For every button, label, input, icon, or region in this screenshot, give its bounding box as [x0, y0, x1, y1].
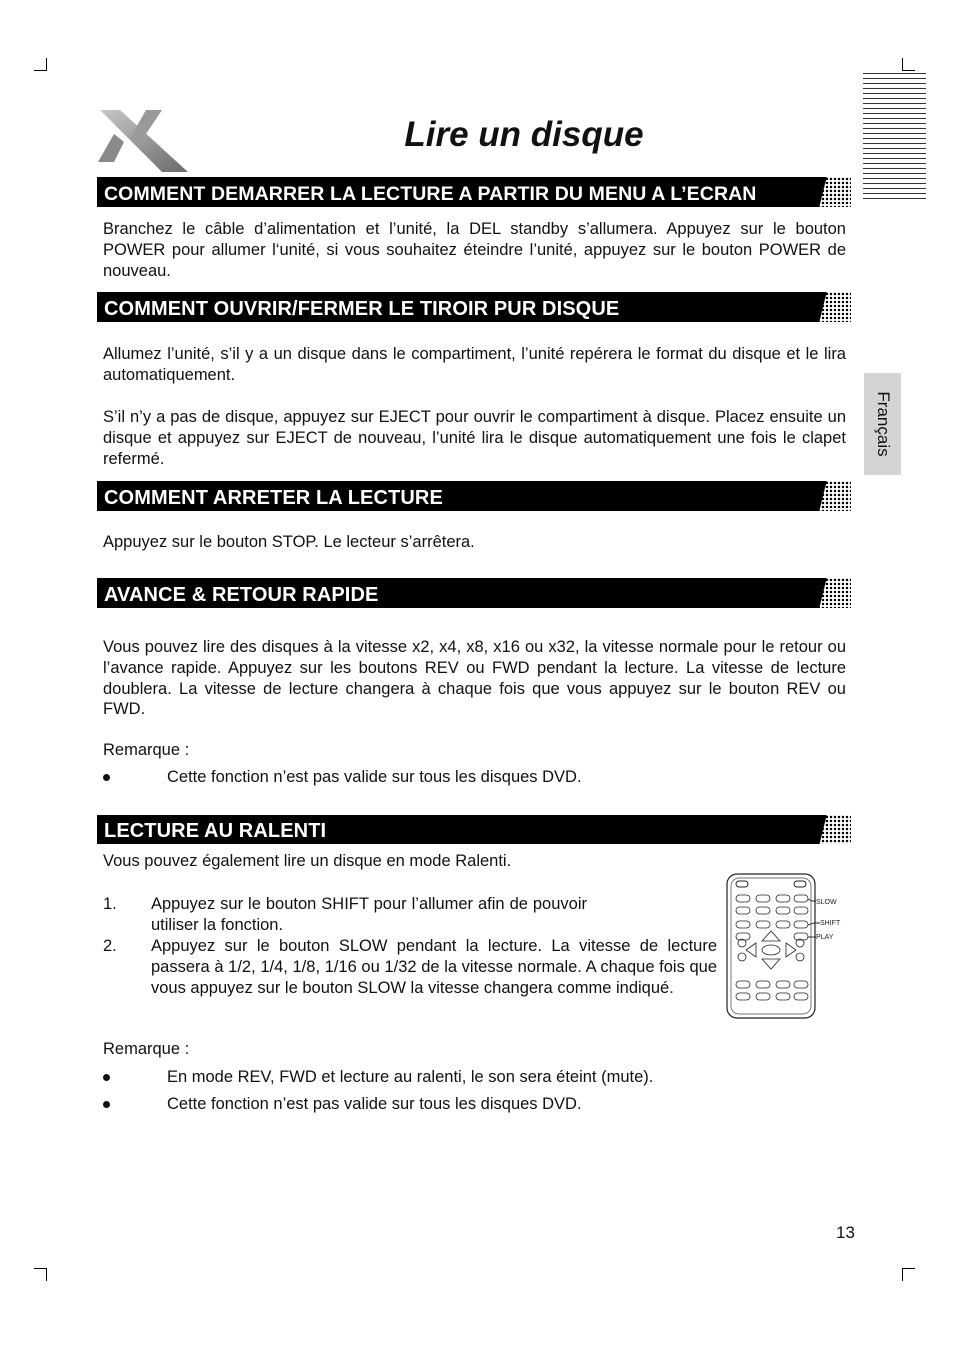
- crop-mark-bottom-right: [902, 1268, 915, 1281]
- page-number: 13: [836, 1223, 855, 1242]
- callout-play: PLAY: [816, 934, 834, 941]
- crop-mark-bottom-left: [34, 1268, 47, 1281]
- heading-dots-decoration: [817, 578, 851, 608]
- paragraph: Appuyez sur le bouton STOP. Le lecteur s’arrêtera.: [103, 533, 475, 551]
- paragraph: S’il n’y a pas de disque, appuyez sur EJECT pour ouvrir le compartiment à disque. Placez ensuite un disque et appuyez sur EJECT de nouveau, l’unité lira le disque automatiquement une fois le clapet refermé.: [103, 408, 846, 468]
- page-title: Lire un disque: [404, 115, 644, 154]
- language-tab: [864, 373, 901, 475]
- callout-slow: SLOW: [816, 899, 837, 906]
- paragraph: Branchez le câble d’alimentation et l’unité, la DEL standby s’allumera. Appuyez sur le bouton POWER pour allumer l‘unité, si vous souhaitez éteindre l’unité, appuyez sur le bouton POWER de nouveau.: [103, 220, 846, 280]
- bullet-dot-icon: [103, 1074, 110, 1081]
- heading-dots-decoration: [817, 292, 851, 322]
- section-heading-avance: AVANCE & RETOUR RAPIDE: [97, 578, 851, 608]
- crop-mark-top-left: [34, 58, 47, 71]
- heading-dots-decoration: [817, 815, 851, 844]
- paragraph: Allumez l’unité, s’il y a un disque dans le compartiment, l’unité repérera le format du disque et le lira automatiquement.: [103, 345, 846, 384]
- section-heading-arreter: COMMENT ARRETER LA LECTURE: [97, 481, 851, 511]
- crop-mark-top-right: [902, 58, 915, 71]
- paragraph: Vous pouvez lire des disques à la vitesse x2, x4, x8, x16 ou x32, la vitesse normale pour le retour ou l’avance rapide. Appuyez sur les boutons REV ou FWD pendant la lecture. La vitesse de lecture doublera. La vitesse de lecture changera à chaque fois que vous appuyez sur le bouton REV ou FWD.: [103, 638, 846, 719]
- section-heading-ralenti: LECTURE AU RALENTI: [97, 815, 851, 844]
- remote-control-icon: [726, 873, 846, 1021]
- language-tab-label: Français: [873, 391, 893, 457]
- section-heading-demarrer: COMMENT DEMARRER LA LECTURE A PARTIR DU MENU A L’ECRAN: [97, 177, 851, 207]
- section-heading-tiroir: COMMENT OUVRIR/FERMER LE TIROIR PUR DISQUE: [97, 292, 851, 322]
- callout-shift: SHIFT: [820, 920, 841, 927]
- bullet-dot-icon: [103, 1101, 110, 1108]
- paragraph: Vous pouvez également lire un disque en mode Ralenti.: [103, 852, 512, 870]
- note-label: Remarque :: [103, 741, 190, 759]
- bullet-dot-icon: [103, 774, 110, 781]
- heading-dots-decoration: [817, 177, 851, 207]
- note-label: Remarque :: [103, 1040, 190, 1058]
- heading-dots-decoration: [817, 481, 851, 511]
